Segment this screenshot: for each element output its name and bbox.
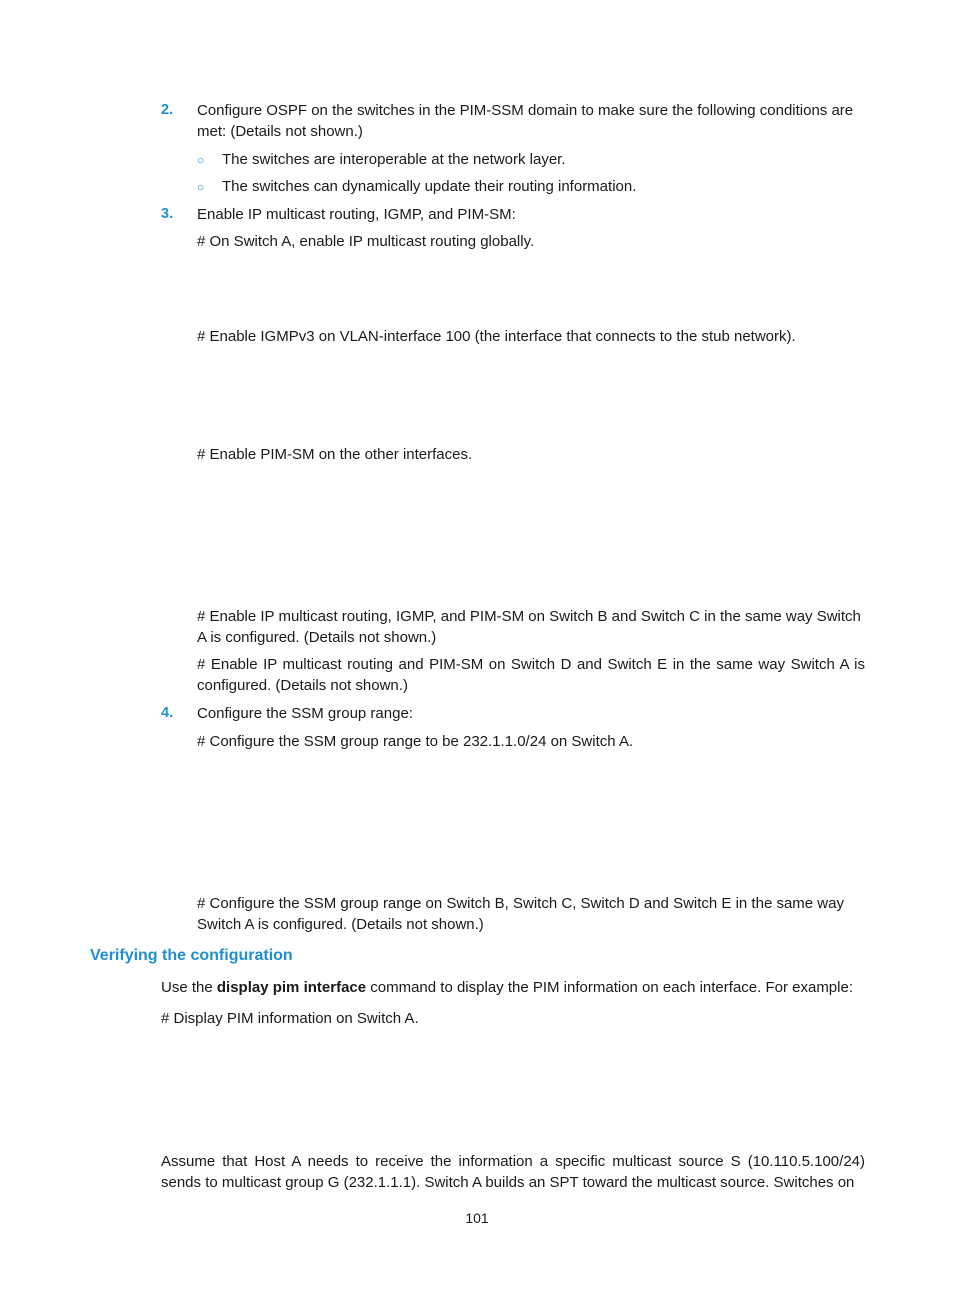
step-4-comment-1: # Configure the SSM group range to be 232.1.1.0/24 on Switch A. [197,733,634,750]
step-3-comment-3: # Enable PIM-SM on the other interfaces. [197,446,473,463]
display-comment: # Display PIM information on Switch A. [161,1010,419,1027]
bullet-item: The switches are interoperable at the network layer. [222,151,566,168]
section-heading: Verifying the configuration [90,947,293,964]
bullet-icon: ○ [197,153,205,167]
use-text-pre: Use the [161,979,217,996]
step-2-number: 2. [161,102,174,118]
use-text-post: command to display the PIM information on each interface. For example: [366,979,853,996]
step-2-text: Configure OSPF on the switches in the PIM-SSM domain to make sure the following conditions are met: (Details not shown.) [197,102,854,140]
step-3-number: 3. [161,206,174,222]
step-3-text: Enable IP multicast routing, IGMP, and PIM-SM: [197,206,516,223]
bullet-item: The switches can dynamically update their routing information. [222,178,637,195]
step-3-comment-4: # Enable IP multicast routing, IGMP, and PIM-SM on Switch B and Switch C in the same way Switch A is configured. (Details not shown.) [197,608,861,646]
bullet-icon: ○ [197,180,205,194]
step-3-comment-2: # Enable IGMPv3 on VLAN-interface 100 (the interface that connects to the stub network). [197,328,796,345]
step-3-comment-1: # On Switch A, enable IP multicast routing globally. [197,233,535,250]
step-4-text: Configure the SSM group range: [197,705,413,722]
command-name: display pim interface [216,979,367,996]
assume-paragraph: Assume that Host A needs to receive the information a specific multicast source S (10.110.5.100/24) sends to multicast group G (232.1.1.1). Switch A builds an SPT toward the multicast source. Switches on [161,1153,865,1191]
use-command-paragraph [161,977,866,998]
page-number: 101 [465,1210,489,1226]
step-4-comment-2: # Configure the SSM group range on Switch B, Switch C, Switch D and Switch E in the same way Switch A is configured. (Details not shown.) [197,895,844,933]
step-4-number: 4. [161,705,174,721]
step-3-comment-5: # Enable IP multicast routing and PIM-SM on Switch D and Switch E in the same way Switch A is configured. (Details not shown.) [197,656,865,694]
